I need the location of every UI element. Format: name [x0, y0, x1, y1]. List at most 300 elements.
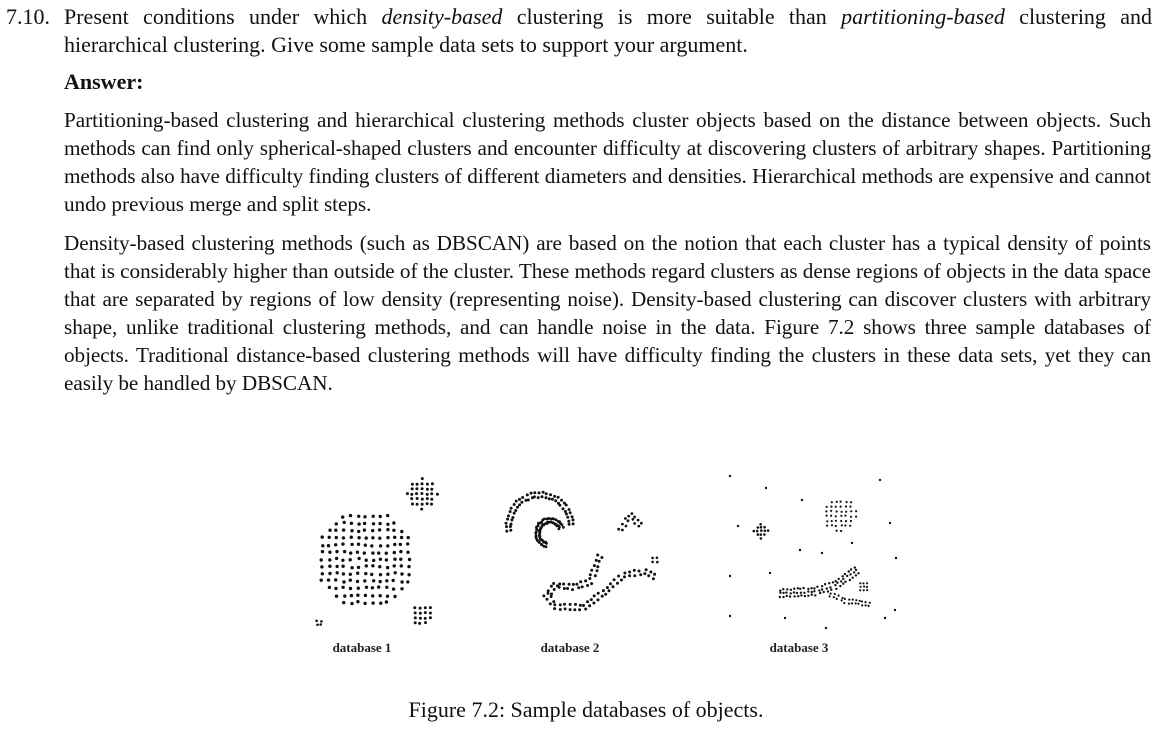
scatter-point: [430, 488, 433, 491]
scatter-point: [399, 543, 402, 546]
scatter-point: [411, 487, 414, 490]
scatter-point: [786, 595, 788, 597]
scatter-point: [836, 510, 838, 512]
scatter-point: [841, 599, 843, 601]
scatter-point: [357, 536, 360, 539]
scatter-point: [851, 602, 853, 604]
scatter-point: [415, 492, 418, 495]
scatter-point: [509, 529, 512, 532]
scatter-point: [818, 589, 820, 591]
scatter-point: [363, 551, 366, 554]
scatter-point: [379, 515, 382, 518]
scatter-point: [793, 591, 795, 593]
scatter-point: [633, 574, 636, 577]
scatter-point: [628, 571, 631, 574]
scatter-point: [334, 578, 337, 581]
scatter-point: [862, 582, 864, 584]
scatter-point: [790, 589, 792, 591]
scatter-point: [356, 572, 359, 575]
scatter-point: [342, 601, 345, 604]
database-3-label: database 3: [769, 640, 829, 655]
scatter-point: [385, 600, 388, 603]
scatter-point: [521, 496, 524, 499]
scatter-point: [545, 496, 548, 499]
scatter-point: [320, 565, 323, 568]
scatter-point: [400, 530, 403, 533]
scatter-point: [372, 579, 375, 582]
scatter-point: [639, 573, 642, 576]
scatter-point: [840, 515, 842, 517]
scatter-point: [379, 594, 382, 597]
scatter-point: [852, 577, 854, 579]
scatter-point: [863, 589, 865, 591]
scatter-point: [365, 536, 368, 539]
scatter-point: [852, 599, 854, 601]
scatter-point: [799, 549, 801, 551]
scatter-point: [379, 580, 382, 583]
scatter-point: [400, 536, 403, 539]
scatter-point: [842, 583, 844, 585]
scatter-point: [400, 572, 403, 575]
scatter-point: [349, 514, 352, 517]
scatter-point: [779, 596, 781, 598]
answer-heading: Answer:: [64, 69, 144, 94]
scatter-point: [550, 595, 553, 598]
scatter-point: [342, 536, 345, 539]
scatter-point: [860, 586, 862, 588]
scatter-point: [554, 499, 557, 502]
scatter-point: [315, 620, 318, 623]
scatter-point: [341, 515, 344, 518]
scatter-point: [827, 590, 829, 592]
database-2-label: database 2: [540, 640, 600, 655]
scatter-point: [567, 520, 570, 523]
scatter-point: [578, 608, 581, 611]
scatter-point: [541, 495, 544, 498]
scatter-point: [889, 522, 891, 524]
scatter-point: [621, 523, 624, 526]
scatter-point: [624, 517, 627, 520]
scatter-point: [563, 603, 566, 606]
scatter-point: [429, 616, 432, 619]
scatter-point: [429, 606, 432, 609]
scatter-point: [811, 594, 813, 596]
scatter-point: [829, 586, 831, 588]
scatter-point: [581, 585, 584, 588]
scatter-point: [821, 552, 823, 554]
scatter-point: [623, 575, 626, 578]
scatter-point: [320, 579, 323, 582]
scatter-point: [763, 533, 766, 536]
scatter-point: [506, 518, 509, 521]
scatter-point: [349, 587, 352, 590]
scatter-point: [377, 585, 380, 588]
scatter-point: [321, 535, 324, 538]
scatter-point: [850, 568, 852, 570]
scatter-point: [854, 566, 856, 568]
scatter-point: [426, 483, 429, 486]
scatter-point: [553, 588, 556, 591]
scatter-point: [349, 558, 352, 561]
scatter-point: [756, 530, 759, 533]
scatter-point: [831, 524, 833, 526]
scatter-point: [386, 528, 389, 531]
scatter-point: [838, 578, 840, 580]
scatter-point: [350, 602, 353, 605]
scatter-point: [393, 536, 396, 539]
scatter-point: [790, 592, 792, 594]
scatter-point: [393, 595, 396, 598]
scatter-point: [513, 503, 516, 506]
scatter-point: [590, 569, 593, 572]
scatter-point: [372, 522, 375, 525]
scatter-point: [350, 543, 353, 546]
scatter-point: [386, 566, 389, 569]
scatter-point: [617, 575, 620, 578]
scatter-point: [542, 594, 545, 597]
scatter-point: [411, 503, 414, 506]
scatter-point: [834, 584, 836, 586]
scatter-point: [562, 507, 565, 510]
scatter-point: [414, 616, 417, 619]
scatter-point: [849, 579, 851, 581]
scatter-point: [426, 502, 429, 505]
scatter-point: [410, 493, 413, 496]
scatter-point: [320, 558, 323, 561]
scatter-point: [553, 495, 556, 498]
scatter-point: [656, 561, 659, 564]
scatter-point: [575, 583, 578, 586]
scatter-point: [350, 522, 353, 525]
scatter-point: [535, 534, 538, 537]
scatter-point: [769, 572, 771, 574]
scatter-point: [586, 584, 589, 587]
scatter-point: [577, 586, 580, 589]
scatter-point: [365, 586, 368, 589]
scatter-point: [814, 594, 816, 596]
scatter-point: [379, 602, 382, 605]
scatter-point: [811, 591, 813, 593]
scatter-point: [568, 523, 571, 526]
scatter-point: [505, 522, 508, 525]
scatter-point: [782, 592, 784, 594]
scatter-point: [645, 568, 648, 571]
scatter-point: [855, 510, 857, 512]
scatter-point: [392, 587, 395, 590]
scatter-point: [652, 577, 655, 580]
scatter-point: [865, 604, 867, 606]
scatter-point: [840, 530, 842, 532]
scatter-point: [855, 599, 857, 601]
scatter-point: [839, 585, 841, 587]
question-number: 7.10.: [6, 4, 50, 29]
scatter-point: [518, 498, 521, 501]
scatter-point: [386, 536, 389, 539]
scatter-point: [350, 536, 353, 539]
scatter-point: [849, 506, 851, 508]
scatter-point: [864, 601, 866, 603]
scatter-point: [627, 519, 630, 522]
scatter-point: [835, 525, 837, 527]
scatter-point: [596, 565, 599, 568]
scatter-point: [568, 583, 571, 586]
scatter-point: [855, 569, 857, 571]
scatter-point: [516, 506, 519, 509]
scatter-point: [535, 531, 538, 534]
scatter-point: [530, 492, 533, 495]
scatter-point: [514, 509, 517, 512]
scatter-point: [372, 515, 375, 518]
scatter-point: [850, 520, 852, 522]
scatter-point: [784, 617, 786, 619]
scatter-point: [588, 604, 591, 607]
scatter-point: [833, 596, 835, 598]
scatter-point: [357, 557, 360, 560]
scatter-point: [572, 522, 575, 525]
scatter-point: [802, 587, 804, 589]
scatter-point: [894, 609, 896, 611]
scatter-point: [844, 598, 846, 600]
scatter-point: [609, 582, 612, 585]
scatter-point: [625, 525, 628, 528]
scatter-point: [616, 582, 619, 585]
scatter-point: [844, 524, 846, 526]
scatter-point: [835, 588, 837, 590]
scatter-point: [584, 608, 587, 611]
database-3-scatter: [729, 475, 897, 629]
scatter-point: [796, 592, 798, 594]
scatter-point: [505, 525, 508, 528]
scatter-point: [386, 523, 389, 526]
scatter-point: [356, 580, 359, 583]
scatter-point: [859, 589, 861, 591]
scatter-point: [328, 558, 331, 561]
scatter-point: [406, 580, 409, 583]
scatter-point: [623, 572, 626, 575]
scatter-point: [851, 542, 853, 544]
scatter-point: [356, 600, 359, 603]
scatter-point: [343, 521, 346, 524]
scatter-point: [830, 593, 832, 595]
scatter-point: [884, 617, 886, 619]
scatter-point: [386, 544, 389, 547]
scatter-point: [357, 566, 360, 569]
scatter-point: [866, 586, 868, 588]
scatter-point: [321, 550, 324, 553]
scatter-point: [757, 533, 760, 536]
scatter-point: [385, 552, 388, 555]
scatter-point: [845, 511, 847, 513]
scatter-point: [416, 483, 419, 486]
scatter-point: [349, 551, 352, 554]
scatter-point: [561, 524, 564, 527]
scatter-point: [760, 526, 763, 529]
scatter-point: [569, 511, 572, 514]
scatter-point: [436, 493, 439, 496]
scatter-point: [431, 482, 434, 485]
scatter-point: [378, 565, 381, 568]
scatter-point: [328, 536, 331, 539]
question-part: clustering and hierarchical clustering. Give some sample data sets to support your argument.: [64, 4, 1152, 57]
scatter-point: [826, 525, 828, 527]
scatter-point: [365, 564, 368, 567]
scatter-point: [334, 529, 337, 532]
scatter-point: [572, 583, 575, 586]
scatter-point: [849, 525, 851, 527]
scatter-point: [767, 529, 770, 532]
scatter-point: [595, 559, 598, 562]
scatter-point: [631, 512, 634, 515]
scatter-point: [592, 602, 595, 605]
scatter-point: [651, 557, 654, 560]
scatter-point: [400, 564, 403, 567]
scatter-point: [335, 550, 338, 553]
scatter-point: [426, 493, 429, 496]
scatter-point: [562, 583, 565, 586]
scatter-point: [357, 515, 360, 518]
scatter-point: [621, 529, 624, 532]
database-1-scatter: [315, 477, 439, 626]
scatter-point: [364, 544, 367, 547]
scatter-point: [653, 573, 656, 576]
scatter-point: [638, 570, 641, 573]
scatter-point: [859, 582, 861, 584]
scatter-point: [371, 586, 374, 589]
scatter-point: [350, 594, 353, 597]
scatter-point: [863, 585, 865, 587]
scatter-point: [836, 530, 838, 532]
scatter-point: [845, 505, 847, 507]
scatter-point: [319, 623, 322, 626]
scatter-point: [394, 571, 397, 574]
scatter-point: [349, 573, 352, 576]
question-text: [64, 3, 1152, 59]
scatter-point: [371, 564, 374, 567]
scatter-point: [826, 520, 828, 522]
scatter-point: [328, 529, 331, 532]
scatter-point: [527, 499, 530, 502]
scatter-point: [328, 551, 331, 554]
scatter-point: [550, 585, 553, 588]
scatter-point: [840, 580, 842, 582]
scatter-point: [421, 482, 424, 485]
scatter-point: [651, 561, 654, 564]
scatter-point: [830, 515, 832, 517]
scatter-point: [831, 520, 833, 522]
scatter-point: [558, 528, 561, 531]
scatter-point: [633, 522, 636, 525]
scatter-point: [841, 524, 843, 526]
scatter-point: [321, 544, 324, 547]
scatter-point: [357, 530, 360, 533]
scatter-point: [835, 506, 837, 508]
scatter-point: [565, 513, 568, 516]
scatter-point: [729, 475, 731, 477]
scatter-point: [649, 571, 652, 574]
scatter-point: [553, 603, 556, 606]
scatter-point: [841, 575, 843, 577]
scatter-point: [399, 550, 402, 553]
scatter-point: [763, 526, 766, 529]
scatter-point: [867, 605, 869, 607]
scatter-point: [424, 611, 427, 614]
scatter-point: [406, 542, 409, 545]
scatter-point: [327, 544, 330, 547]
scatter-point: [416, 503, 419, 506]
scatter-point: [563, 587, 566, 590]
scatter-point: [559, 603, 562, 606]
scatter-point: [550, 593, 553, 596]
scatter-point: [553, 607, 556, 610]
scatter-point: [857, 572, 859, 574]
scatter-point: [357, 587, 360, 590]
scatter-point: [594, 574, 597, 577]
scatter-point: [393, 558, 396, 561]
scatter-point: [789, 595, 791, 597]
scatter-point: [844, 581, 846, 583]
scatter-point: [596, 554, 599, 557]
scatter-point: [424, 606, 427, 609]
scatter-point: [549, 493, 552, 496]
scatter-point: [573, 608, 576, 611]
scatter-point: [834, 593, 836, 595]
scatter-point: [413, 606, 416, 609]
scatter-point: [569, 608, 572, 611]
scatter-point: [604, 593, 607, 596]
scatter-point: [597, 592, 600, 595]
scatter-point: [849, 573, 851, 575]
scatter-point: [566, 516, 569, 519]
scatter-point: [825, 627, 827, 629]
scatter-point: [518, 503, 521, 506]
scatter-point: [842, 578, 844, 580]
scatter-point: [835, 515, 837, 517]
scatter-point: [813, 590, 815, 592]
scatter-point: [426, 488, 429, 491]
scatter-point: [571, 515, 574, 518]
scatter-point: [757, 526, 760, 529]
scatter-point: [821, 588, 823, 590]
scatter-point: [420, 492, 423, 495]
scatter-point: [547, 592, 550, 595]
scatter-point: [386, 573, 389, 576]
scatter-point: [826, 515, 828, 517]
scatter-point: [392, 521, 395, 524]
scatter-point: [779, 592, 781, 594]
database-2-scatter: [505, 491, 659, 611]
scatter-point: [341, 542, 344, 545]
scatter-point: [627, 515, 630, 518]
scatter-point: [572, 518, 575, 521]
scatter-point: [364, 594, 367, 597]
scatter-point: [564, 607, 567, 610]
answer-paragraph-1: Partitioning-based clustering and hierarchical clustering methods cluster objects based on the distance between objects. Such methods can find only spherical-shaped clusters and encounter difficulty at discovering clusters of arbitrary shapes. Partitioning methods also have difficulty finding clusters of different diameters and densities. Hierarchical methods are expensive and cannot undo previous merge and split steps.: [64, 108, 1151, 216]
scatter-point: [385, 586, 388, 589]
scatter-point: [546, 598, 549, 601]
figure-sample-databases: [300, 468, 900, 668]
scatter-point: [850, 516, 852, 518]
scatter-point: [533, 491, 536, 494]
scatter-point: [753, 530, 756, 533]
scatter-point: [848, 570, 850, 572]
scatter-point: [765, 487, 767, 489]
scatter-point: [510, 523, 513, 526]
scatter-point: [556, 584, 559, 587]
scatter-point: [411, 483, 414, 486]
scatter-point: [804, 595, 806, 597]
scatter-point: [363, 515, 366, 518]
scatter-point: [365, 559, 368, 562]
